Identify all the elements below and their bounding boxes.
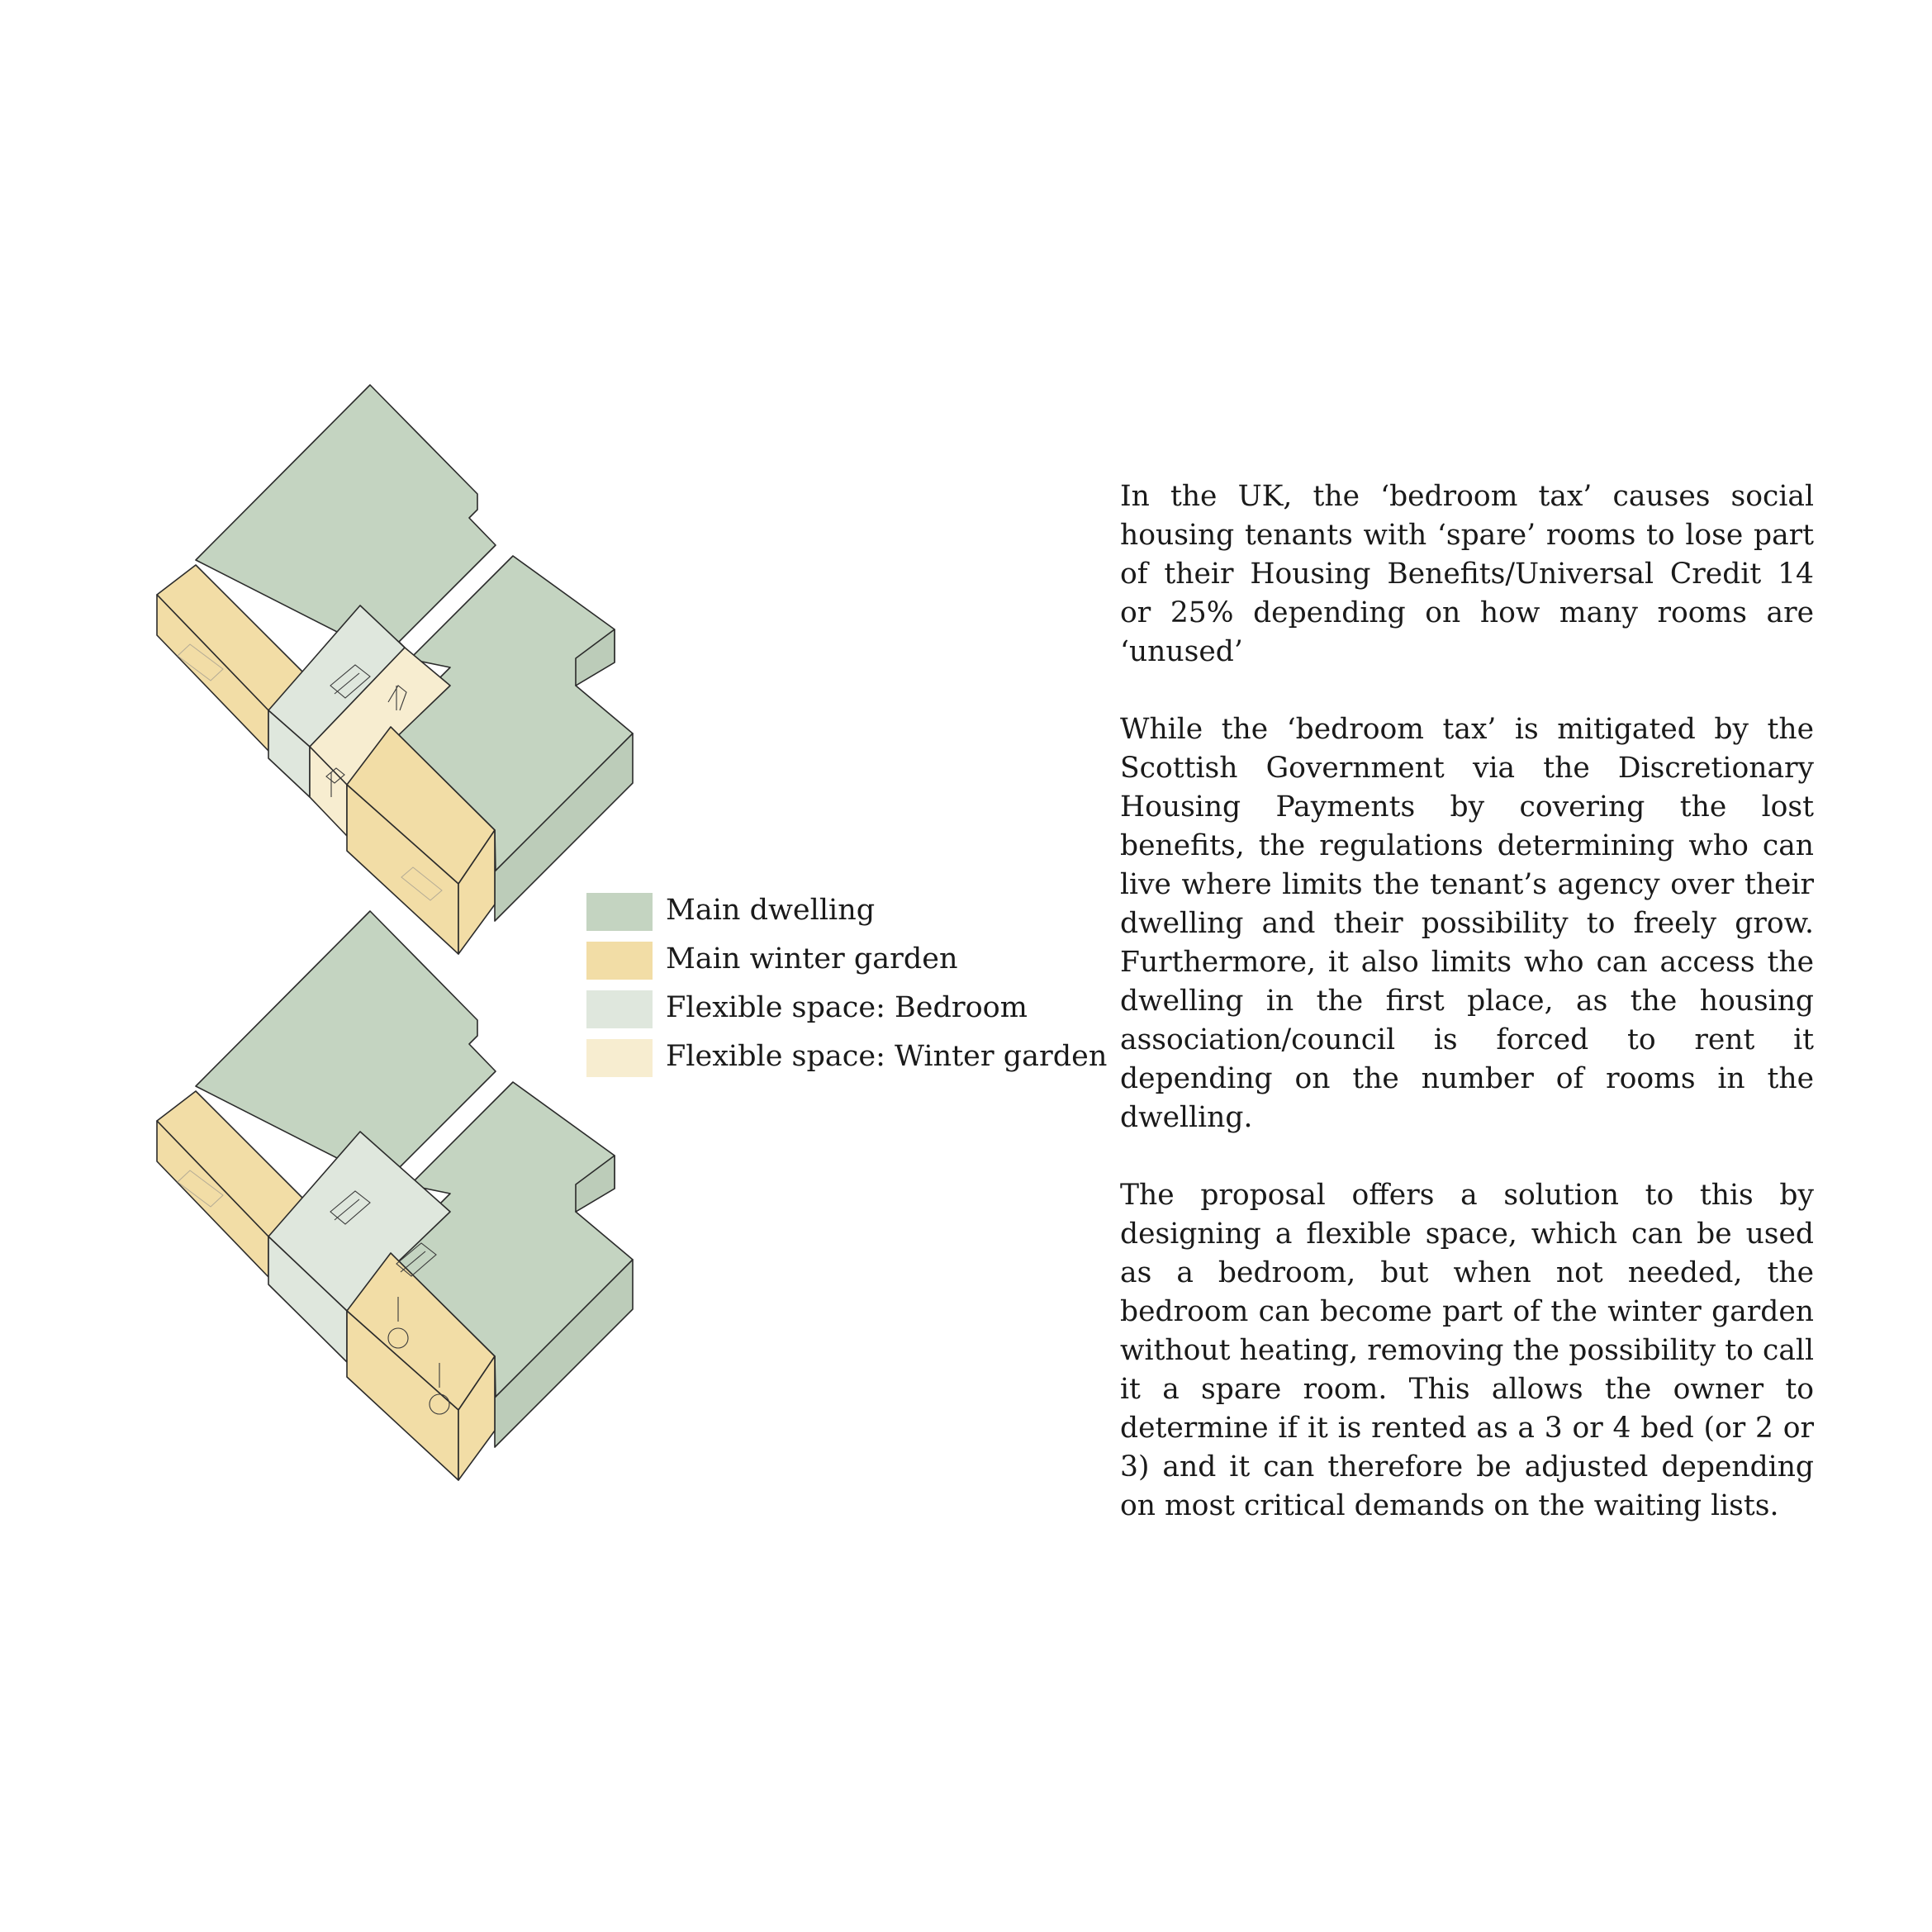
legend-swatch-main-winter-garden [586, 942, 653, 980]
legend-swatch-flexible-bedroom [586, 990, 653, 1028]
description-text [1120, 477, 1814, 1564]
legend-label: Main winter garden [666, 942, 958, 975]
legend-label: Flexible space: Bedroom [666, 991, 1028, 1024]
paragraph-scottish-mitigation: While the ‘bedroom tax’ is mitigated by the Scottish Government via the Discretionary Housing Payments by covering the lost benefits, the regulations determining who can live where limits the tenant’s agency over their dwelling and their possibility to freely grow. Furthermore, it also limits who can access the dwelling in the first place, as the housing association/council is forced to rent it depending on the number of rooms in the dwelling. [1120, 713, 1814, 1134]
legend-swatch-main-dwelling [586, 893, 653, 931]
paragraph-proposal: The proposal offers a solution to this by designing a flexible space, which can be used as a bedroom, but when not needed, the bedroom can become part of the winter garden without heating, removing the possibility to call it a spare room. This allows the owner to determine if it is rented as a 3 or 4 bed (or 2 or 3) and it can therefore be adjusted depending on most critical demands on the waiting lists. [1120, 1179, 1814, 1522]
legend-label: Flexible space: Winter garden [666, 1040, 1108, 1073]
axonometric-top [157, 385, 633, 954]
legend-label: Main dwelling [666, 894, 876, 927]
paragraph-bedroom-tax: In the UK, the ‘bedroom tax’ causes social housing tenants with ‘spare’ rooms to lose part of their Housing Benefits/Universal Credit 14 or 25% depending on how many rooms are ‘unused’ [1120, 480, 1814, 668]
legend-swatch-flexible-winter-garden [586, 1039, 653, 1077]
axonometric-bottom [157, 911, 633, 1480]
